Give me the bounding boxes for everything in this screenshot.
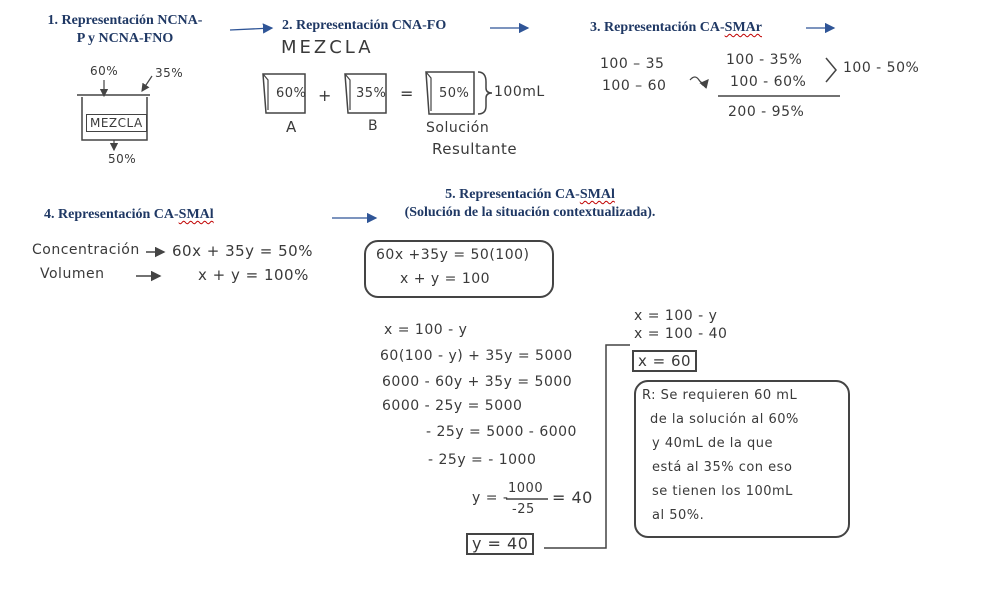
sec2-title: MEZCLA [281, 37, 374, 58]
sec2-beaker-result-label: 50% [439, 86, 470, 101]
sec4-row2-eq: x + y = 100% [198, 266, 309, 284]
sec4-row1-eq: 60x + 35y = 50% [172, 242, 313, 260]
answer-line-2: de la solución al 60% [650, 412, 799, 427]
sec4-row2-label: Volumen [40, 266, 105, 282]
sec2-equals: = [400, 84, 414, 103]
sec2-result-line1: Solución [426, 120, 490, 136]
sec1-pct-left: 60% [90, 64, 119, 78]
step-1: x = 100 - y [384, 322, 468, 338]
step-2: 60(100 - y) + 35y = 5000 [380, 348, 573, 364]
sec2-plus: + [318, 86, 332, 105]
step-5: - 25y = 5000 - 6000 [426, 424, 577, 440]
step-3: 6000 - 60y + 35y = 5000 [382, 374, 573, 390]
sec3-brace [826, 58, 836, 82]
x-final-box: x = 60 [632, 350, 697, 372]
sec3-left-row1: 100 – 35 [600, 56, 665, 72]
fraction-denominator: -25 [512, 502, 535, 517]
header-section-5-prefix: 5. Representación CA- [445, 187, 580, 202]
answer-line-1: R: Se requieren 60 mL [642, 388, 798, 403]
arrow-in-right [142, 76, 152, 91]
sec2-label-a: A [286, 118, 297, 136]
sec3-right-row1: 100 - 35% [726, 52, 803, 68]
header-section-5-suffix: SMAl [579, 187, 615, 202]
sec4-row1-label: Concentración [32, 242, 140, 258]
sec2-beaker-a-label: 60% [276, 86, 307, 101]
system-eq-1: 60x +35y = 50(100) [376, 247, 530, 263]
header-section-2: 2. Representación CNA-FO [282, 18, 447, 33]
arrow-1-to-2 [230, 28, 272, 30]
sec3-left-row2: 100 – 60 [602, 78, 667, 94]
step-6: - 25y = - 1000 [428, 452, 537, 468]
fraction-prefix: y = - [472, 490, 509, 506]
sec3-squiggle-arrow [690, 77, 708, 83]
step-4: 6000 - 25y = 5000 [382, 398, 523, 414]
sec2-result-line2: Resultante [432, 140, 518, 158]
sec1-mezcla-box: MEZCLA [86, 114, 147, 132]
sec3-brace-result: 100 - 50% [843, 60, 920, 76]
answer-line-4: está al 35% con eso [652, 460, 793, 475]
header-section-4-prefix: 4. Representación CA- [44, 207, 179, 222]
answer-line-5: se tienen los 100mL [652, 484, 793, 499]
system-eq-2: x + y = 100 [400, 271, 491, 287]
answer-line-6: al 50%. [652, 508, 705, 523]
header-section-4-suffix: SMAl [178, 207, 214, 222]
sec1-pct-out: 50% [108, 152, 137, 166]
answer-bubble [634, 380, 850, 538]
system-bubble [364, 240, 554, 298]
header-section-3-prefix: 3. Representación CA- [590, 20, 725, 35]
answer-line-3: y 40mL de la que [652, 436, 773, 451]
header-section-1-line2: P y NCNA-FNO [76, 31, 174, 46]
fraction-numerator: 1000 [508, 481, 544, 496]
header-section-3-suffix: SMAr [724, 20, 762, 35]
sec2-beaker-b-label: 35% [356, 86, 387, 101]
fraction-result: = 40 [552, 488, 593, 507]
sec3-total: 200 - 95% [728, 104, 805, 120]
header-section-5-line2: (Solución de la situación contextualizada). [404, 205, 656, 220]
sec2-volume: 100mL [494, 84, 545, 100]
sec3-right-row2: 100 - 60% [730, 74, 807, 90]
x-step-2: x = 100 - 40 [634, 326, 728, 342]
header-section-1-line1: 1. Representación NCNA- [47, 13, 203, 28]
x-step-1: x = 100 - y [634, 308, 718, 324]
y-final-box: y = 40 [466, 533, 534, 555]
sec2-label-b: B [368, 118, 379, 134]
volume-brace [478, 72, 492, 114]
sec1-pct-right: 35% [155, 66, 184, 80]
